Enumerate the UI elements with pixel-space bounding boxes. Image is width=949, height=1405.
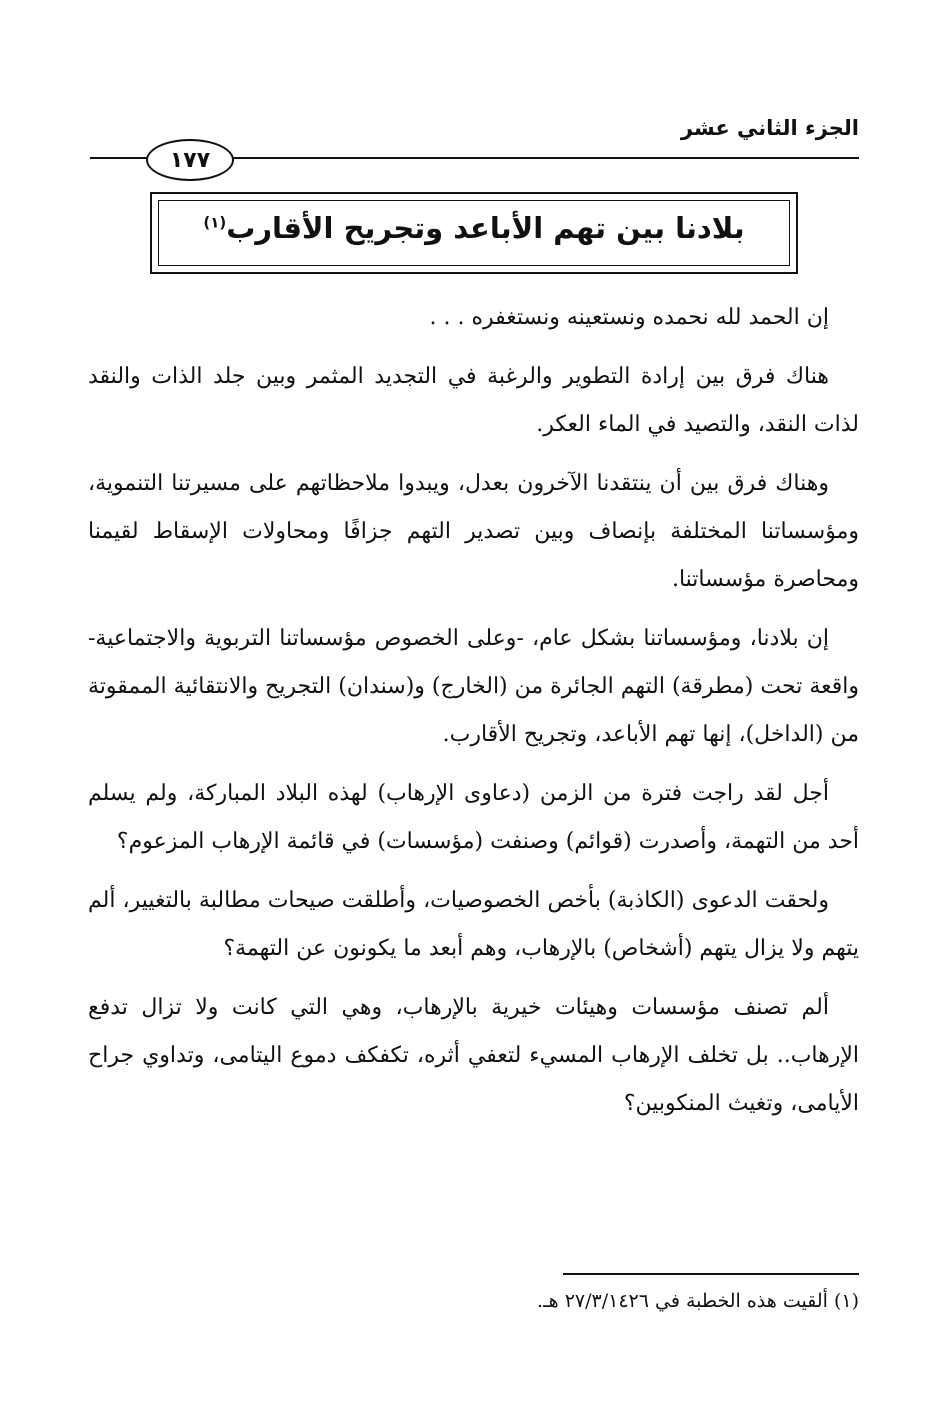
body-text [88,294,859,1139]
paragraph: ولحقت الدعوى (الكاذبة) بأخص الخصوصيات، وأطلقت صيحات مطالبة بالتغيير، ألم يتهم ولا يزال يتهم (أشخاص) بالإرهاب، وهم أبعد ما يكونون عن التهمة؟ [88,888,859,961]
paragraph: إن الحمد لله نحمده ونستعينه ونستغفره . . . [429,305,829,330]
chapter-title-text: بلادنا بين تهم الأباعد وتجريح الأقارب [226,211,745,245]
paragraph: أجل لقد راجت فترة من الزمن (دعاوى الإرهاب) لهذه البلاد المباركة، ولم يسلم أحد من التهمة، وأصدرت (قوائم) وصنفت (مؤسسات) في قائمة الإرهاب المزعوم؟ [88,781,859,854]
paragraph: ألم تصنف مؤسسات وهيئات خيرية بالإرهاب، وهي التي كانت ولا تزال تدفع الإرهاب.. بل تخلف الإرهاب المسيء لتعفي أثره، تكفكف دموع اليتامى، وتداوي جراح الأيامى، وتغيث المنكوبين؟ [88,995,859,1116]
chapter-title [152,211,796,245]
title-frame [150,192,798,274]
footnote-rule [563,1273,859,1275]
footnote: (١) ألقيت هذه الخطبة في ٢٧/٣/١٤٢٦ هـ. [537,1290,859,1312]
paragraph: إن بلادنا، ومؤسساتنا بشكل عام، -وعلى الخصوص مؤسساتنا التربوية والاجتماعية- واقعة تحت (مطرقة) التهم الجائرة من (الخارج) و(سندان) التجريح والانتقائية الممقوتة من (الداخل)، إنها تهم الأباعد، وتجريح الأقارب. [88,626,859,747]
running-header-title: الجزء الثاني عشر [680,116,859,140]
title-footnote-ref: (١) [203,213,227,232]
paragraph: وهناك فرق بين أن ينتقدنا الآخرون بعدل، ويبدوا ملاحظاتهم على مسيرتنا التنموية، ومؤسساتنا المختلفة بإنصاف وبين تصدير التهم جزافًا ومحاولات الإسقاط لقيمنا ومحاصرة مؤسساتنا. [88,471,859,592]
page-number: ١٧٧ [146,139,234,181]
paragraph: هناك فرق بين إرادة التطوير والرغبة في التجديد المثمر وبين جلد الذات والنقد لذات النقد، والتصيد في الماء العكر. [88,364,859,437]
